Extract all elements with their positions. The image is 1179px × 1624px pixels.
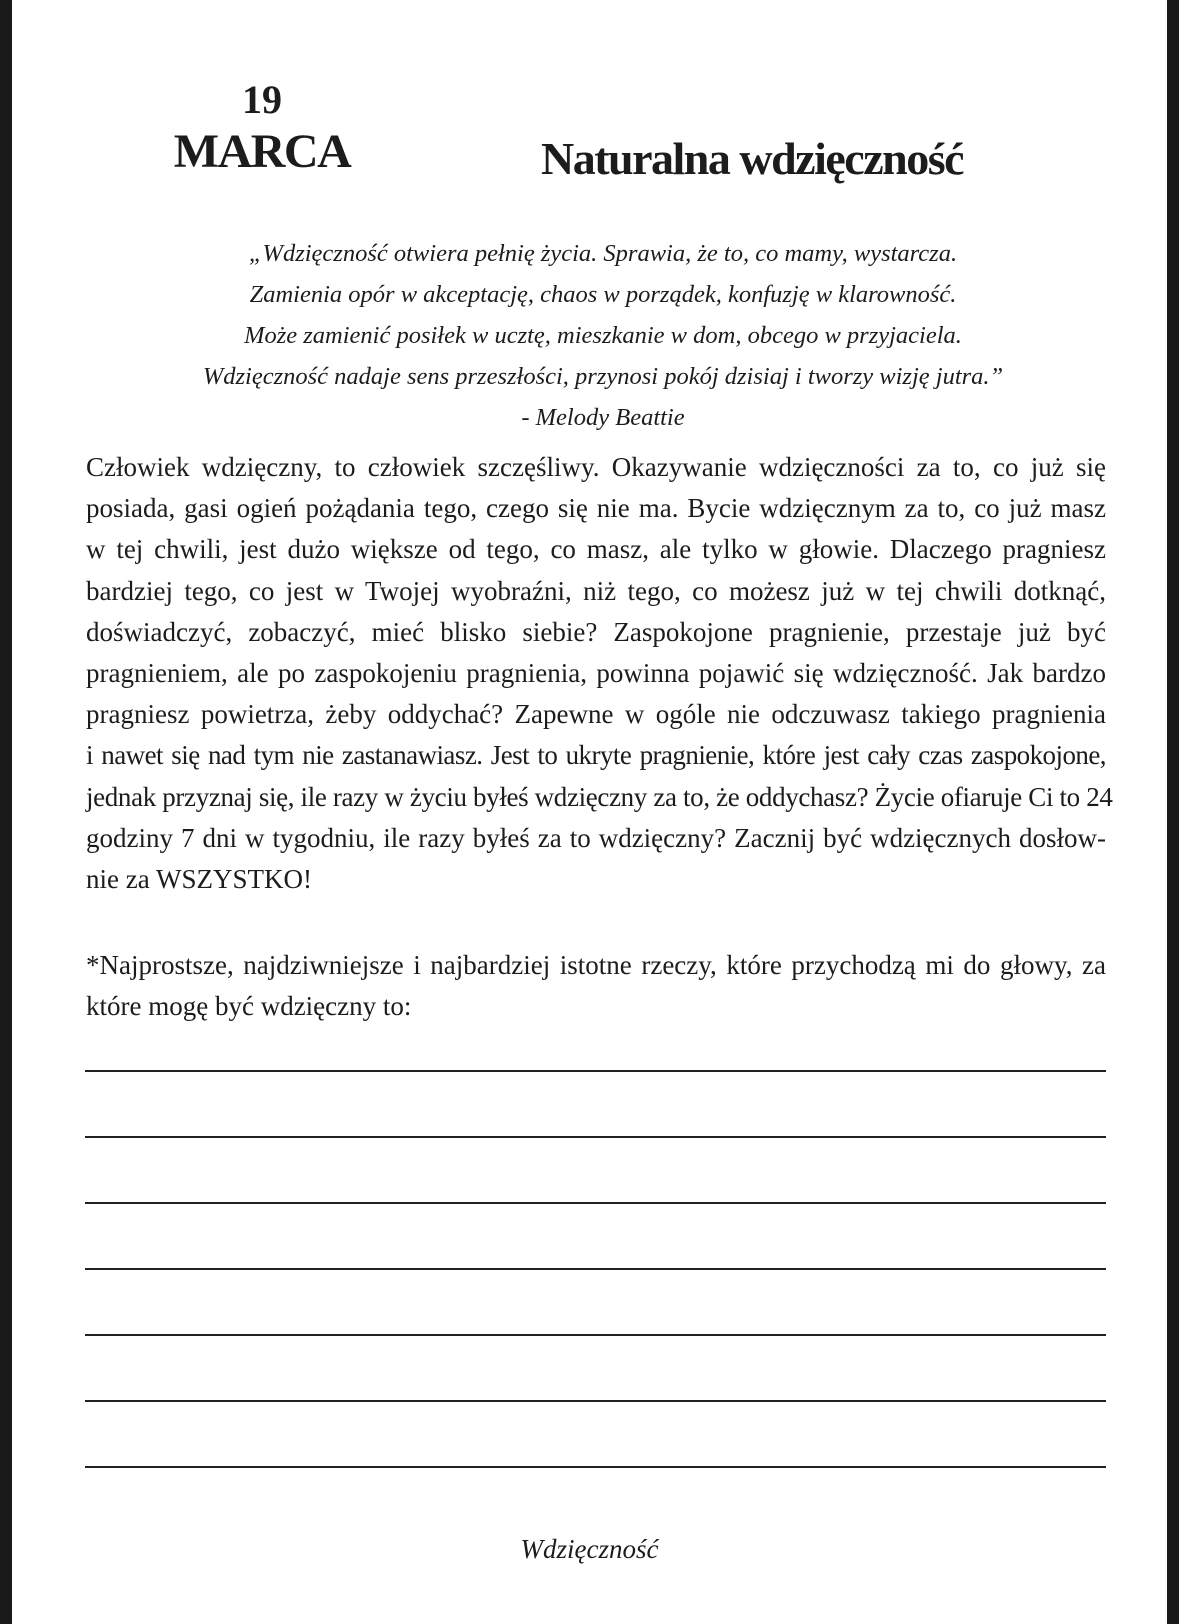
prompt-line: *Najprostsze, najdziwniejsze i najbardziej istotne rzeczy, które przychodzą mi do głowy, za	[86, 950, 1106, 980]
date-header	[162, 77, 362, 178]
body-line: doświadczyć, zobaczyć, mieć blisko siebie? Zaspokojone pragnienie, przestaje już być	[86, 616, 1106, 647]
body-paragraph	[86, 447, 1113, 900]
body-line: jednak przyznaj się, ile razy w życiu byłeś wdzięczny za to, że oddychasz? Życie ofiaruje Ci to 24	[86, 781, 1113, 812]
body-line: i nawet się nad tym nie zastanawiasz. Jest to ukryte pragnienie, które jest cały czas zaspokojone,	[86, 740, 1106, 771]
quote-line: Może zamienić posiłek w ucztę, mieszkanie w dom, obcego w przyjaciela.	[244, 322, 962, 349]
body-line: Człowiek wdzięczny, to człowiek szczęśliwy. Okazywanie wdzięczności za to, co już się	[86, 452, 1106, 482]
writing-line[interactable]	[85, 1400, 1106, 1402]
writing-line[interactable]	[85, 1466, 1106, 1468]
body-line: w tej chwili, jest dużo większe od tego, co masz, ale tylko w głowie. Dlaczego pragniesz	[86, 534, 1106, 565]
body-line: bardziej tego, co jest w Twojej wyobraźni, niż tego, co możesz już w tej chwili dotknąć,	[86, 575, 1106, 606]
page-footer: Wdzięczność	[520, 1534, 659, 1564]
book-page	[12, 0, 1167, 1624]
body-line: pragnieniem, ale po zaspokojeniu pragnienia, powinna pojawić się wdzięczność. Jak bardzo	[86, 658, 1106, 689]
gratitude-prompt	[86, 945, 1106, 1027]
writing-line[interactable]	[85, 1136, 1106, 1138]
date-day: 19	[242, 77, 282, 122]
writing-line[interactable]	[85, 1268, 1106, 1270]
body-line: nie za WSZYSTKO!	[86, 864, 312, 895]
quote-line: Zamienia opór w akceptację, chaos w porządek, konfuzję w klarowność.	[249, 281, 957, 308]
date-month: MARCA	[173, 125, 351, 178]
quote-line: Wdzięczność nadaje sens przeszłości, przynosi pokój dzisiaj i tworzy wizję jutra.”	[202, 363, 1004, 390]
writing-line[interactable]	[85, 1334, 1106, 1336]
prompt-line: które mogę być wdzięczny to:	[86, 991, 412, 1022]
page-title: Naturalna wdzięczność	[540, 133, 964, 184]
body-line: pragniesz powietrza, żeby oddychać? Zapewne w ogóle nie odczuwasz takiego pragnienia	[86, 699, 1106, 730]
quote-author: - Melody Beattie	[521, 404, 685, 431]
writing-line[interactable]	[85, 1202, 1106, 1204]
writing-line[interactable]	[85, 1070, 1106, 1072]
body-line: godziny 7 dni w tygodniu, ile razy byłeś za to wdzięczny? Zacznij być wdzięcznych dosłow-	[86, 822, 1106, 853]
epigraph-quote	[84, 233, 1122, 438]
quote-line: „Wdzięczność otwiera pełnię życia. Sprawia, że to, co mamy, wystarcza.	[248, 240, 958, 267]
body-line: posiada, gasi ogień pożądania tego, czego się nie ma. Bycie wdzięcznym za to, co już masz	[86, 493, 1106, 524]
